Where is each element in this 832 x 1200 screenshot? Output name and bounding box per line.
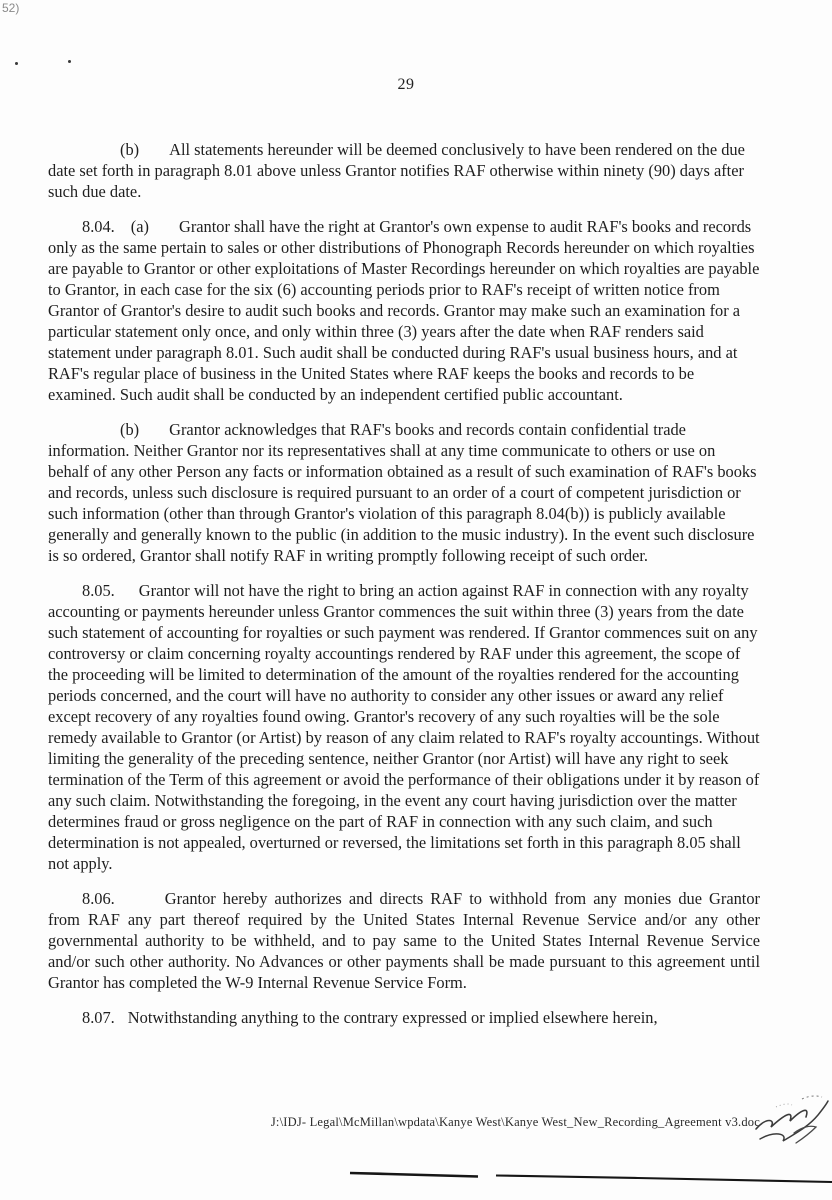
scan-speck [15, 62, 18, 65]
paragraph-text: All statements hereunder will be deemed conclusively to have been rendered on the due date set forth in paragraph 8.01 above unless Grantor notifies RAF otherwise within ninety (90) days after such due date. [48, 140, 745, 201]
paragraph-text: Grantor will not have the right to bring an action against RAF in connection with any royalty accounting or payments hereunder unless Grantor commences the suit within three (3) years from the date such statement of accounting for royalties or such payment was rendered. If Grantor commences suit on any controversy or claim concerning royalty accountings rendered by RAF under this agreement, the scope of the proceeding will be limited to determination of the amount of the royalties rendered for the accounting periods concerned, and the court will have no authority to consider any other issues or award any relief except recovery of any royalties found owing. Grantor's recovery of any such royalties will be the sole remedy available to Grantor (or Artist) by reason of any claim related to RAF's royalty accountings. Without limiting the generality of the preceding sentence, neither Grantor (nor Artist) will have any right to seek termination of the Term of this agreement or avoid the performance of their obligations under it by reason of any such claim. Notwithstanding the foregoing, in the event any court having jurisdiction over the matter determines fraud or gross negligence on the part of RAF in connection with any such claim, and such determination is not appealed, overturned or reversed, the limitations set forth in this paragraph 8.05 shall not apply. [48, 581, 760, 873]
paragraph-letter: (b) [120, 140, 140, 159]
initials-icon [746, 1093, 832, 1153]
page-number: 29 [397, 76, 415, 93]
paragraph-8-03-b [48, 139, 760, 202]
paragraph-letter: (a) [130, 217, 149, 236]
paragraph-8-06 [48, 888, 760, 993]
corner-scan-mark: 52) [2, 1, 20, 15]
scan-line-artifact [348, 1168, 832, 1191]
scan-speck [68, 60, 71, 63]
paragraph-8-05 [48, 580, 760, 874]
paragraph-text: Grantor shall have the right at Grantor's own expense to audit RAF's books and records only as the same pertain to sales or other distributions of Phonograph Records hereunder on which royalties are payable to Grantor or other exploitations of Master Recordings hereunder on which royalties are payable to Grantor, in each case for the six (6) accounting periods prior to RAF's receipt of written notice from Grantor of Grantor's desire to audit such books and records. Grantor may make such an examination for a particular statement only once, and only within three (3) years after the date when RAF renders said statement under paragraph 8.01. Such audit shall be conducted during RAF's usual business hours, and at RAF's regular place of business in the United States where RAF keeps the books and records to be examined. Such audit shall be conducted by an independent certified public accountant. [48, 217, 760, 404]
paragraph-8-07 [48, 1007, 760, 1028]
paragraph-letter: (b) [120, 420, 140, 439]
document-file-path: J:\IDJ- Legal\McMillan\wpdata\Kanye West\Kanye West_New_Recording_Agreement v3.doc [270, 1115, 760, 1129]
paragraph-text: Grantor hereby authorizes and directs RAF to withhold from any monies due Grantor from RAF any part thereof required by the United States Internal Revenue Service and/or any other governmental authority to be withheld, and to pay same to the United States Internal Revenue Service and/or such other authority. No Advances or other payments shall be made pursuant to this agreement until Grantor has completed the W-9 Internal Revenue Service Form. [48, 889, 760, 992]
paragraph-number: 8.04. [82, 217, 115, 236]
paragraph-8-04-b [48, 419, 760, 566]
scan-line-svg [348, 1168, 832, 1186]
paragraph-8-04-a [48, 216, 760, 405]
paragraph-number: 8.05. [82, 581, 115, 600]
document-body [48, 139, 760, 1042]
paragraph-number: 8.06. [82, 889, 115, 908]
handwritten-initials-scribble [746, 1093, 832, 1158]
paragraph-number: 8.07. [82, 1008, 115, 1027]
paragraph-text: Notwithstanding anything to the contrary expressed or implied elsewhere herein, [127, 1008, 658, 1027]
paragraph-text: Grantor acknowledges that RAF's books and records contain confidential trade information. Neither Grantor nor its representatives shall at any time communicate to others or use on behalf of any other Person any facts or information obtained as a result of such examination of RAF's books and records, unless such disclosure is required pursuant to an order of a court of competent jurisdiction or such information (other than through Grantor's violation of this paragraph 8.04(b)) is publicly available generally and generally known to the public (in addition to the music industry). In the event such disclosure is so ordered, Grantor shall notify RAF in writing promptly following receipt of such order. [48, 420, 757, 565]
